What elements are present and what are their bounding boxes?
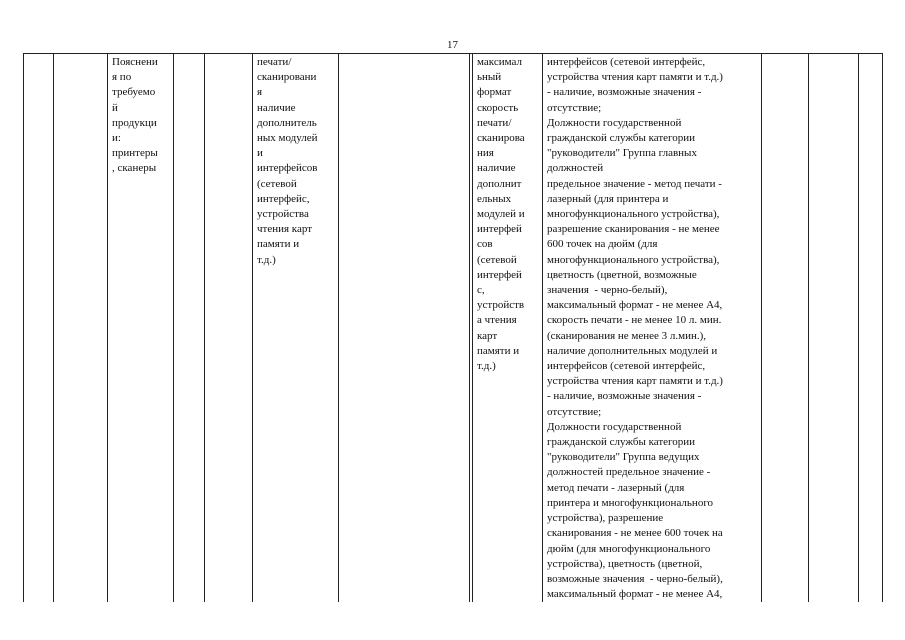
table-row — [24, 54, 883, 603]
table-cell-11 — [762, 54, 809, 603]
characteristics-cell-2: максимал ьный формат скорость печати/ сканирова ния наличие дополнит ельных модулей и интерфей сов (сетевой интерфей с, устройств а чтения карт памяти и т.д.) — [473, 54, 543, 603]
table-cell-1 — [24, 54, 54, 603]
table-cell-2 — [54, 54, 108, 603]
product-explanation-cell: Пояснени я по требуемо й продукци и: принтеры , сканеры — [108, 54, 174, 603]
table-cell-7 — [339, 54, 470, 603]
table-cell-12 — [809, 54, 859, 603]
table-cell-4 — [174, 54, 205, 603]
page-number: 17 — [447, 39, 458, 51]
table-cell-5 — [205, 54, 253, 603]
characteristics-cell: печати/ сканировани я наличие дополнитель ных модулей и интерфейсов (сетевой интерфейс, устройства чтения карт памяти и т.д.) — [253, 54, 339, 603]
table-cell-13 — [859, 54, 883, 603]
limit-values-cell: интерфейсов (сетевой интерфейс, устройства чтения карт памяти и т.д.) - наличие, возможные значения - отсутствие; Должности государственной гражданской службы категории "руководители" Группа главных должностей предельное значение - метод печати - лазерный (для принтера и многофункционального устройства), разрешение сканирования - не менее 600 точек на дюйм (для многофункционального устройства), цветность (цветной, возможные значения - черно-белый), максимальный формат - не менее А4, скорость печати - не менее 10 л. мин. (сканирования не менее 3 л.мин.), наличие дополнительных модулей и интерфейсов (сетевой интерфейс, устройства чтения карт памяти и т.д.) - наличие, возможные значения - отсутствие; Должности государственной гражданской службы категории "руководители" Группа ведущих должностей предельное значение - метод печати - лазерный (для принтера и многофункционального устройства), разрешение сканирования - не менее 600 точек на дюйм (для многофункционального устройства), цветность (цветной, возможные значения - черно-белый), максимальный формат - не менее А4, — [543, 54, 762, 603]
specification-table — [23, 53, 883, 602]
